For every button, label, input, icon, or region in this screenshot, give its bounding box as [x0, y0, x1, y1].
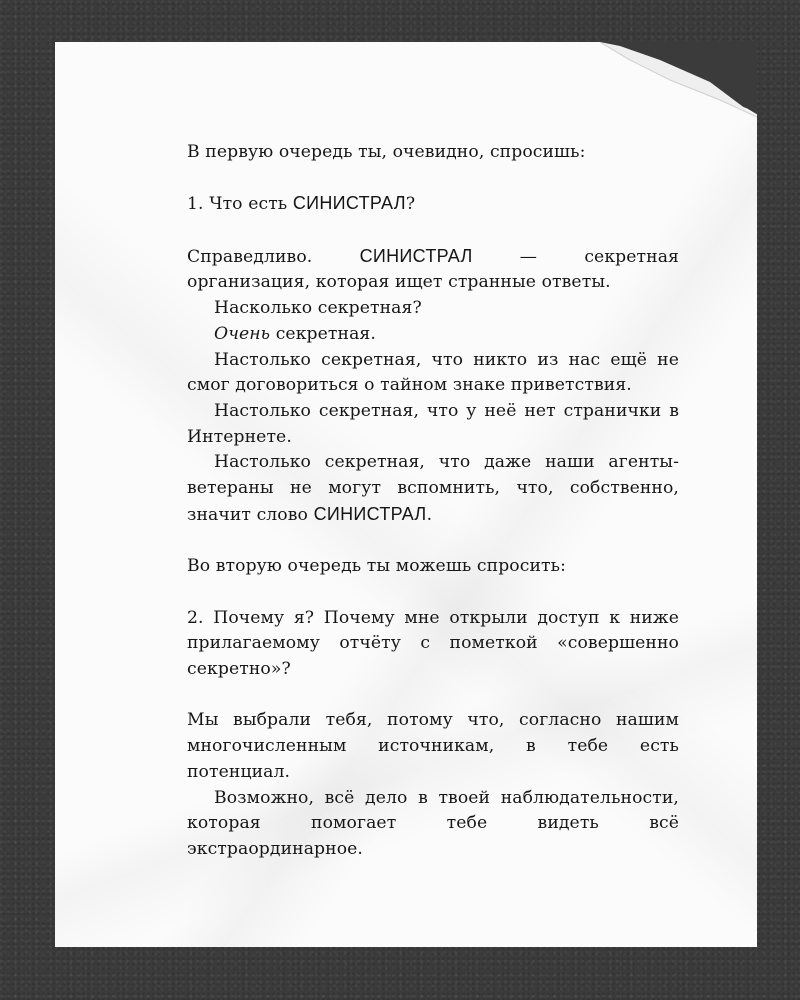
document-body	[187, 140, 679, 863]
emphasis-text: Очень	[214, 323, 271, 344]
org-name: СИНИСТРАЛ	[359, 245, 473, 266]
answer-1-paragraph-6	[187, 450, 679, 528]
answer-2-paragraph-2: Возможно, всё дело в твоей наблюдательности, которая помогает тебе видеть всё экстраординарное.	[187, 787, 679, 859]
answer-2-paragraph-1: Мы выбрали тебя, потому что, согласно нашим многочисленным источникам, в тебе есть потенциал.	[187, 710, 679, 782]
answer-1-p6-end: .	[426, 504, 433, 525]
answer-1-p1-end: — секретная организация, которая ищет странные ответы.	[187, 246, 679, 293]
answer-1-p3-rest: секретная.	[270, 323, 376, 344]
intro-line: В первую очередь ты, очевидно, спросишь:	[187, 142, 586, 162]
answer-1-paragraph-1	[187, 244, 679, 296]
answer-1-paragraph-5: Настолько секретная, что у неё нет странички в Интернете.	[187, 401, 679, 447]
question-1-number: 1.	[187, 194, 204, 215]
answer-1-p1-start: Справедливо.	[187, 246, 360, 267]
question-2: 2. Почему я? Почему мне открыли доступ к ниже прилагаемому отчёту с пометкой «совершенно секретно»?	[187, 607, 679, 679]
question-1-mark: ?	[405, 194, 416, 215]
question-1-text: Что есть	[209, 194, 293, 215]
org-name: СИНИСТРАЛ	[313, 503, 427, 524]
answer-1-paragraph-4: Настолько секретная, что никто из нас ещё не смог договориться о тайном знаке приветствия.	[187, 349, 679, 396]
second-intro-line: Во вторую очередь ты можешь спросить:	[187, 556, 566, 577]
answer-1-paragraph-3	[187, 322, 679, 348]
org-name: СИНИСТРАЛ	[292, 193, 406, 214]
answer-1-p6-start: Настолько секретная, что даже наши агенты-ветераны не могут вспомнить, что, собственно, значит слово	[187, 452, 679, 525]
answer-1-paragraph-2: Насколько секретная?	[214, 298, 422, 319]
question-1	[187, 191, 679, 218]
